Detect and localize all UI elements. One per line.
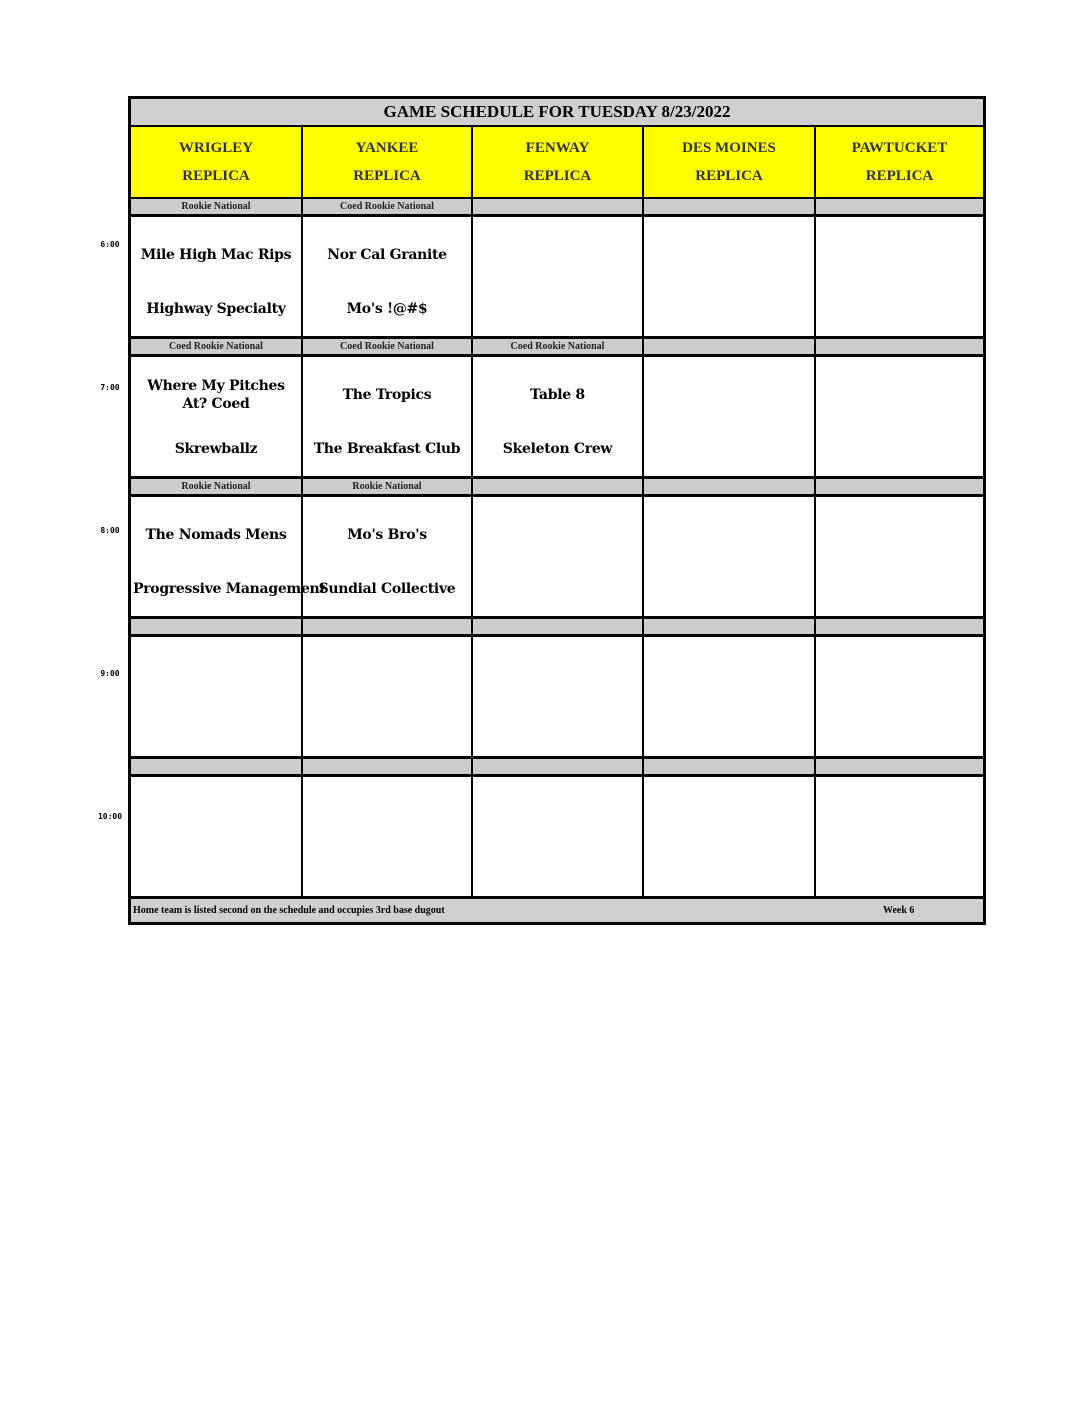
- division-label: [816, 199, 983, 217]
- division-label: [131, 759, 303, 777]
- game-cell: [473, 777, 644, 899]
- division-label: [816, 339, 983, 357]
- away-team: Mo's Bro's: [347, 527, 427, 543]
- division-label: Coed Rookie National: [473, 339, 644, 357]
- division-label: Coed Rookie National: [303, 339, 473, 357]
- game-cell: [303, 357, 473, 479]
- away-team: [648, 655, 810, 695]
- game-cell: [644, 217, 816, 339]
- game-cell: [131, 777, 303, 899]
- home-team: [818, 299, 981, 319]
- home-team: [475, 299, 640, 319]
- time-label: 9:00: [100, 669, 120, 678]
- away-team: [648, 515, 810, 555]
- away-team: Where My Pitches At? Coed: [147, 378, 285, 412]
- division-row: [131, 199, 983, 217]
- home-team: The Breakfast Club: [313, 441, 461, 457]
- away-team: [820, 515, 979, 555]
- schedule-footer: [131, 899, 983, 922]
- away-team: Table 8: [530, 387, 585, 403]
- games-row: [131, 217, 983, 339]
- division-label: [131, 619, 303, 637]
- division-label: Rookie National: [303, 479, 473, 497]
- away-team: [820, 375, 979, 415]
- division-label: [644, 619, 816, 637]
- home-team: [305, 859, 469, 879]
- away-team: [477, 795, 638, 835]
- away-team: [648, 235, 810, 275]
- venue-name: DES MOINES: [682, 140, 776, 156]
- division-label: Rookie National: [131, 479, 303, 497]
- away-team: [820, 795, 979, 835]
- time-label: 8:00: [100, 526, 120, 535]
- venue-sub: REPLICA: [523, 168, 592, 184]
- home-team: [818, 579, 981, 599]
- venue-sub: REPLICA: [353, 168, 421, 184]
- game-cell: [473, 497, 644, 619]
- away-team: [307, 655, 467, 695]
- home-team: [646, 439, 812, 459]
- away-team: The Nomads Mens: [145, 527, 287, 543]
- home-team: [475, 859, 640, 879]
- division-label: [473, 759, 644, 777]
- venue-name: WRIGLEY: [178, 140, 254, 156]
- division-label: Coed Rookie National: [131, 339, 303, 357]
- game-cell: [303, 637, 473, 759]
- division-label: [303, 759, 473, 777]
- division-label: Coed Rookie National: [303, 199, 473, 217]
- away-team: [135, 655, 297, 695]
- home-team: [646, 719, 812, 739]
- division-label: [644, 759, 816, 777]
- venue-header: [303, 127, 473, 199]
- venue-header: [473, 127, 644, 199]
- home-team: Skrewballz: [174, 441, 258, 457]
- division-label: Rookie National: [131, 199, 303, 217]
- division-row: [131, 479, 983, 497]
- games-row: [131, 497, 983, 619]
- division-label: [473, 619, 644, 637]
- away-team: [307, 795, 467, 835]
- home-team: [646, 579, 812, 599]
- game-cell: [473, 217, 644, 339]
- away-team: [477, 655, 638, 695]
- game-cell: [303, 217, 473, 339]
- home-team: Mo's !@#$: [346, 301, 428, 317]
- home-team: [646, 299, 812, 319]
- venue-header: [644, 127, 816, 199]
- game-cell: [644, 777, 816, 899]
- away-team: [820, 655, 979, 695]
- game-cell: [473, 357, 644, 479]
- game-cell: [131, 497, 326, 619]
- away-team: [648, 795, 810, 835]
- venue-header: [816, 127, 983, 199]
- week-label: Week 6: [883, 905, 915, 916]
- games-row: [131, 777, 983, 899]
- division-label: [473, 479, 644, 497]
- home-team: [133, 719, 299, 739]
- time-label: 7:00: [100, 383, 120, 392]
- venue-sub: REPLICA: [695, 168, 763, 184]
- division-label: [644, 199, 816, 217]
- division-label: [303, 619, 473, 637]
- venue-header: [131, 127, 303, 199]
- game-cell: [131, 217, 303, 339]
- division-label: [816, 619, 983, 637]
- away-team: [477, 235, 638, 275]
- home-team: Highway Specialty: [146, 301, 286, 317]
- venue-name: YANKEE: [355, 140, 419, 156]
- division-row: [131, 759, 983, 777]
- game-cell: [644, 637, 816, 759]
- home-team: [818, 859, 981, 879]
- home-team: [305, 719, 469, 739]
- game-cell: [644, 357, 816, 479]
- game-cell: [131, 637, 303, 759]
- division-row: [131, 339, 983, 357]
- game-cell: [303, 497, 473, 619]
- home-team: Skeleton Crew: [502, 441, 613, 457]
- footer-note: Home team is listed second on the schedule and occupies 3rd base dugout: [133, 905, 445, 916]
- game-cell: [816, 777, 983, 899]
- venue-name: FENWAY: [525, 140, 590, 156]
- away-team: Nor Cal Granite: [327, 247, 447, 263]
- away-team: [135, 795, 297, 835]
- away-team: [477, 515, 638, 555]
- game-cell: [816, 357, 983, 479]
- game-cell: [816, 217, 983, 339]
- home-team: [646, 859, 812, 879]
- time-label: 10:00: [97, 812, 123, 821]
- home-team: [818, 719, 981, 739]
- venue-sub: REPLICA: [865, 168, 934, 184]
- venue-sub: REPLICA: [182, 168, 250, 184]
- home-team: Sundial Collective: [318, 581, 456, 597]
- venue-header-row: [131, 127, 983, 199]
- division-label: [644, 339, 816, 357]
- game-cell: [473, 637, 644, 759]
- venue-name: PAWTUCKET: [851, 140, 948, 156]
- home-team: [133, 859, 299, 879]
- home-team: [818, 439, 981, 459]
- home-team: Progressive Management: [133, 581, 326, 597]
- game-cell: [816, 637, 983, 759]
- game-cell: [644, 497, 816, 619]
- home-team: [475, 719, 640, 739]
- division-label: [816, 479, 983, 497]
- away-team: [820, 235, 979, 275]
- game-cell: [303, 777, 473, 899]
- away-team: The Tropics: [342, 387, 432, 403]
- away-team: Mile High Mac Rips: [140, 247, 292, 263]
- division-row: [131, 619, 983, 637]
- games-row: [131, 637, 983, 759]
- division-label: [644, 479, 816, 497]
- game-cell: [131, 357, 303, 479]
- schedule-table: [128, 96, 986, 925]
- game-cell: [816, 497, 983, 619]
- away-team: [648, 375, 810, 415]
- division-label: [473, 199, 644, 217]
- time-label: 6:00: [100, 240, 120, 249]
- division-label: [816, 759, 983, 777]
- home-team: [475, 579, 640, 599]
- games-row: [131, 357, 983, 479]
- schedule-title: GAME SCHEDULE FOR TUESDAY 8/23/2022: [131, 99, 983, 127]
